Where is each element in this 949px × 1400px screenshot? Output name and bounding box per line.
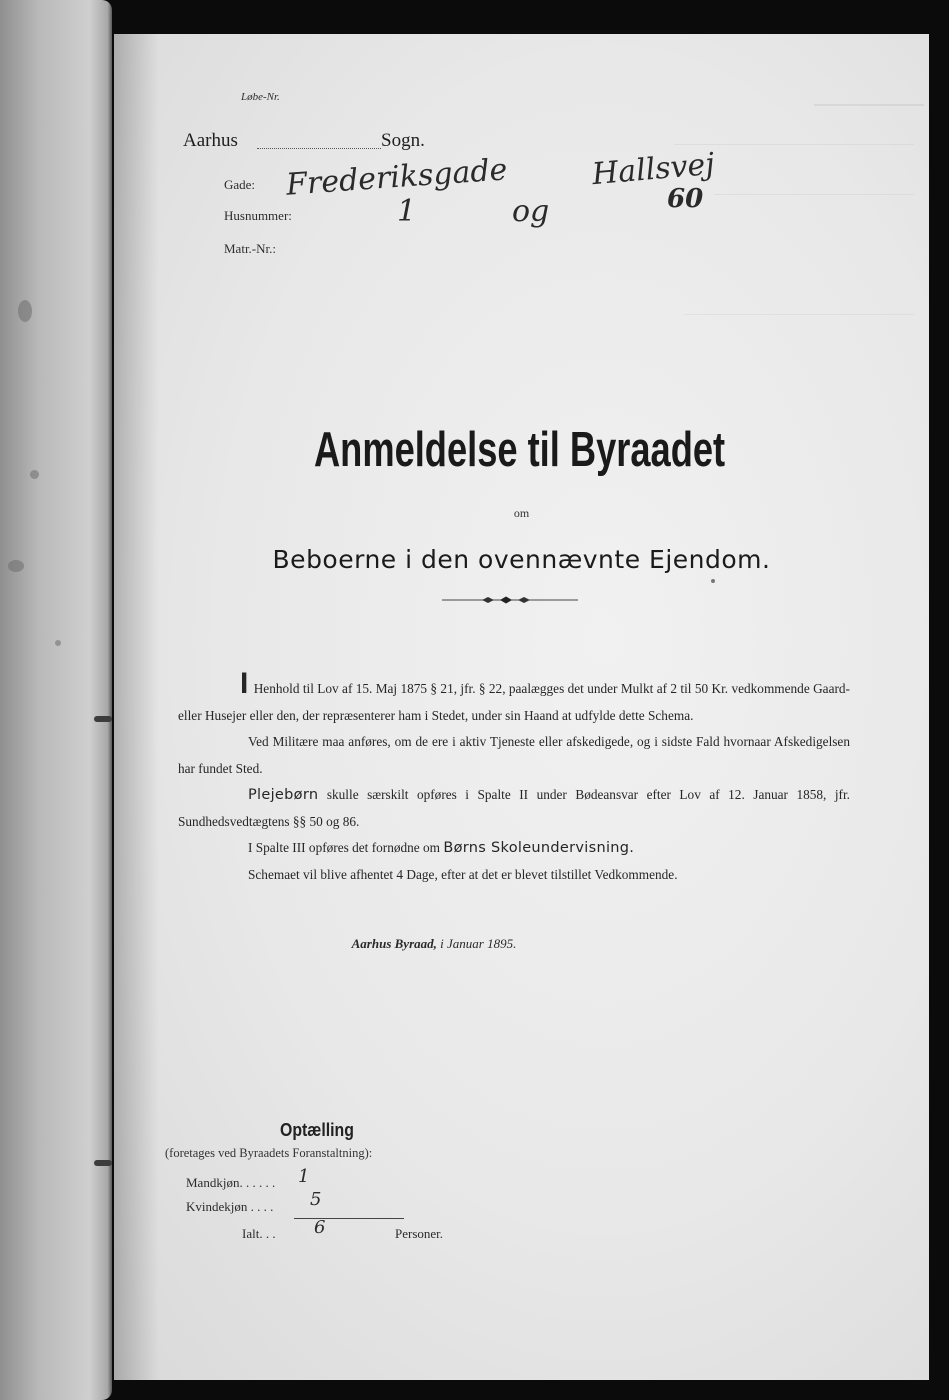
bleed-through (814, 104, 924, 106)
bleed-through (714, 194, 914, 195)
gade-label: Gade: (224, 177, 256, 192)
instruction-paragraph-1 (178, 667, 850, 729)
sogn-label: Sogn. (381, 130, 425, 151)
ialt-value[interactable]: 6 (314, 1217, 326, 1238)
ink-dot (711, 579, 715, 583)
bleed-through (684, 314, 914, 315)
gade-handwritten-2[interactable]: Hallsvej (590, 146, 716, 193)
instruction-text-3: skulle særskilt opføres i Spalte II under Bødeansvar efter Lov af 12. Januar 1858, jfr. Sundhedsvedtægtens §§ 50 og 86. (178, 787, 851, 829)
ornament-divider (442, 595, 578, 605)
signature-line (114, 936, 754, 952)
sogn-dotted-line (257, 147, 381, 149)
instruction-paragraph-4 (178, 835, 850, 862)
stain (30, 470, 39, 479)
mandkjon-label: Mandkjøn. . . . . . (186, 1175, 276, 1190)
form-page (114, 34, 929, 1380)
personer-label: Personer. (395, 1226, 444, 1241)
husnummer-handwritten-og[interactable]: og (512, 194, 550, 229)
instructions-block (178, 667, 851, 888)
ialt-label: Ialt. . . (242, 1226, 276, 1241)
bleed-through (674, 144, 914, 145)
husnummer-handwritten-1[interactable]: 1 (397, 194, 417, 229)
instruction-paragraph-5 (178, 862, 850, 889)
mandkjon-value[interactable]: 1 (298, 1166, 310, 1187)
signature-date: i Januar 1895. (440, 936, 517, 951)
signature-authority: Aarhus Byraad, (351, 936, 437, 951)
instruction-text-1: Henhold til Lov af 15. Maj 1875 § 21, jfr. § 22, paalægges det under Mulkt af 2 til 50 Kr. vedkommende Gaard- eller Husejer eller den, der repræsenterer ham i Stedet, under sin Haand at udfylde dette Schema. (178, 681, 850, 723)
instruction-text-5: Schemaet vil blive afhentet 4 Dage, efter at det er blevet tilstillet Vedkommende. (248, 866, 678, 882)
dropcap: I (240, 667, 249, 700)
skoleundervisning-emphasis: Børns Skoleundervisning. (443, 840, 635, 856)
instruction-paragraph-3 (178, 782, 850, 835)
matr-label: Matr.-Nr.: (224, 241, 276, 256)
husnummer-handwritten-2[interactable]: 60 (667, 184, 704, 214)
optaelling-title: Optælling (280, 1120, 354, 1140)
title-om: om (513, 506, 530, 520)
sum-rule (294, 1218, 404, 1219)
stain (55, 640, 61, 646)
stain (8, 560, 24, 572)
city-label: Aarhus (183, 130, 238, 151)
lobe-nr-label: Løbe-Nr. (241, 91, 280, 103)
document-subtitle: Beboerne i den ovennævnte Ejendom. (272, 545, 771, 574)
husnummer-label: Husnummer: (224, 208, 292, 223)
stain (18, 300, 32, 322)
binding-clip (94, 716, 112, 722)
instruction-paragraph-2 (178, 729, 850, 782)
binding-clip (94, 1160, 112, 1166)
page-fold-shadow (114, 34, 159, 1380)
document-title: Anmeldelse til Byraadet (313, 423, 726, 477)
kvindekjon-label: Kvindekjøn . . . . (186, 1199, 274, 1214)
facing-page (0, 0, 112, 1400)
plejeborn-emphasis: Plejebørn (248, 787, 319, 803)
instruction-text-4: I Spalte III opføres det fornødne om (248, 840, 441, 855)
instruction-text-2: Ved Militære maa anføres, om de ere i aktiv Tjeneste eller afskedigede, og i sidste Fald hvornaar Afskedigelsen har fundet Sted. (178, 734, 850, 776)
kvindekjon-value[interactable]: 5 (310, 1189, 322, 1210)
gade-handwritten-1[interactable]: Frederiksgade (285, 152, 509, 203)
optaelling-subtitle: (foretages ved Byraadets Foranstaltning): (165, 1146, 373, 1160)
